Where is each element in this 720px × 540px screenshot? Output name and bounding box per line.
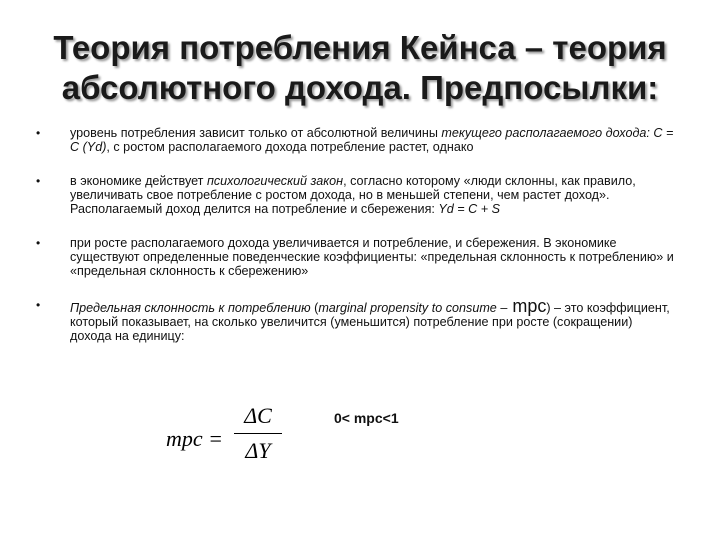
bullet-item bbox=[36, 174, 676, 216]
bullet-text: при росте располагаемого дохода увеличивается и потребление, и сбережения. В экономике существуют определенные поведенческие коэффициенты: «предельная склонность к потреблению» и «предельная склонность к сбережению» bbox=[70, 236, 674, 278]
formula-numerator: ΔC bbox=[244, 403, 272, 428]
bullet-marker: • bbox=[36, 126, 41, 140]
title-line-1: Теория потребления Кейнса – теория bbox=[53, 29, 667, 66]
bullet-list bbox=[36, 126, 676, 343]
bullet-text: ) – это коэффициент, который показывает, на сколько увеличится (уменьшится) потребление при росте (сокращении) дохода на единицу: bbox=[70, 301, 670, 343]
bullet-marker: • bbox=[36, 236, 41, 250]
bullet-item bbox=[36, 298, 676, 343]
bullet-text: , согласно которому «люди склонны, как правило, увеличивать свое потребление с ростом дохода, но в меньшей степени, чем растет доход». Располагаемый доход делится на потребление и сбережения: bbox=[70, 174, 636, 216]
bullet-text: – bbox=[496, 301, 508, 315]
bullet-italic-text: Предельная склонность к потреблению bbox=[70, 301, 311, 315]
mpc-formula bbox=[160, 403, 290, 473]
bullet-marker: • bbox=[36, 174, 41, 188]
bullet-italic-text: marginal propensity to consume bbox=[318, 301, 497, 315]
bullet-italic-text: Yd = C + S bbox=[438, 202, 500, 216]
bullet-item bbox=[36, 126, 676, 154]
bullet-text: ( bbox=[310, 301, 319, 315]
mpc-range: 0< mpc<1 bbox=[334, 410, 399, 426]
bullet-text: уровень потребления зависит только от абсолютной величины bbox=[70, 126, 442, 140]
fraction-bar bbox=[234, 433, 282, 434]
formula-fraction bbox=[234, 403, 282, 464]
bullet-text: в экономике действует bbox=[70, 174, 207, 188]
title-line-2: абсолютного дохода. Предпосылки: bbox=[61, 69, 659, 106]
bullet-italic-text: текущего располагаемого дохода: С = С (Yd) bbox=[70, 126, 674, 154]
formula-denominator: ΔY bbox=[245, 438, 271, 463]
bullet-italic-text: психологический закон bbox=[206, 174, 344, 188]
mpc-term: mpc bbox=[507, 296, 547, 316]
bullet-text: , с ростом располагаемого дохода потребление растет, однако bbox=[106, 140, 474, 154]
bullet-marker: • bbox=[36, 298, 41, 312]
bullet-item bbox=[36, 236, 676, 278]
formula-lhs: mpc = bbox=[166, 426, 223, 451]
slide-title bbox=[40, 28, 680, 108]
